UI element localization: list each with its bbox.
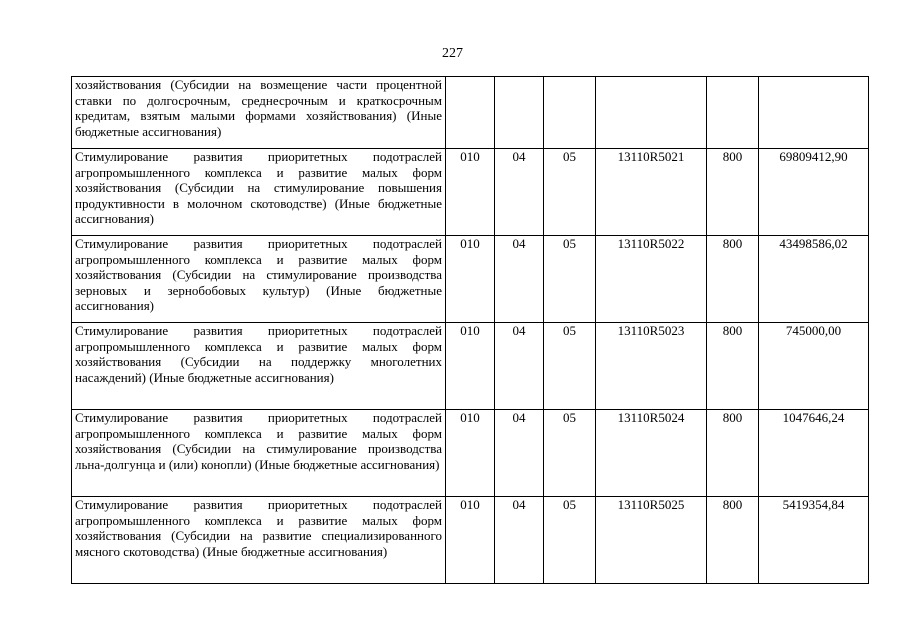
target-article-code: 13110R5023 <box>596 323 707 410</box>
amount-value: 5419354,84 <box>759 497 869 584</box>
ministry-code: 010 <box>446 410 495 497</box>
section-code <box>495 77 544 149</box>
target-article-code: 13110R5024 <box>596 410 707 497</box>
table-row <box>72 236 869 323</box>
row-description: хозяйствования (Субсидии на возмещение части процентной ставки по долгосрочным, среднесрочным и краткосрочным кредитам, взятым малыми формами хозяйствования) (Иные бюджетные ассигнования) <box>72 77 446 149</box>
ministry-code: 010 <box>446 149 495 236</box>
section-code: 04 <box>495 323 544 410</box>
row-description: Стимулирование развития приоритетных подотраслей агропромышленного комплекса и развитие малых форм хозяйствования (Субсидии на поддержку многолетних насаждений) (Иные бюджетные ассигнования) <box>72 323 446 410</box>
section-code: 04 <box>495 149 544 236</box>
expense-type-code: 800 <box>707 410 759 497</box>
subsection-code <box>544 77 596 149</box>
target-article-code: 13110R5021 <box>596 149 707 236</box>
target-article-code <box>596 77 707 149</box>
table-row <box>72 410 869 497</box>
section-code: 04 <box>495 497 544 584</box>
table-row <box>72 497 869 584</box>
amount-value: 43498586,02 <box>759 236 869 323</box>
expense-type-code: 800 <box>707 149 759 236</box>
expense-type-code: 800 <box>707 323 759 410</box>
row-description: Стимулирование развития приоритетных подотраслей агропромышленного комплекса и развитие малых форм хозяйствования (Субсидии на стимулирование повышения продуктивности в молочном скотоводстве) (Иные бюджетные ассигнования) <box>72 149 446 236</box>
ministry-code: 010 <box>446 236 495 323</box>
ministry-code: 010 <box>446 323 495 410</box>
row-description: Стимулирование развития приоритетных подотраслей агропромышленного комплекса и развитие малых форм хозяйствования (Субсидии на развитие специализированного мясного скотоводства) (Иные бюджетные ассигнования) <box>72 497 446 584</box>
section-code: 04 <box>495 236 544 323</box>
subsection-code: 05 <box>544 323 596 410</box>
page-number: 227 <box>442 46 463 61</box>
expense-type-code: 800 <box>707 497 759 584</box>
row-description: Стимулирование развития приоритетных подотраслей агропромышленного комплекса и развитие малых форм хозяйствования (Субсидии на стимулирование производства зерновых и зернобобовых культур) (Иные бюджетные ассигнования) <box>72 236 446 323</box>
subsection-code: 05 <box>544 149 596 236</box>
amount-value <box>759 77 869 149</box>
table-row <box>72 77 869 149</box>
subsection-code: 05 <box>544 236 596 323</box>
target-article-code: 13110R5022 <box>596 236 707 323</box>
ministry-code: 010 <box>446 497 495 584</box>
amount-value: 69809412,90 <box>759 149 869 236</box>
table-row <box>72 323 869 410</box>
row-description: Стимулирование развития приоритетных подотраслей агропромышленного комплекса и развитие малых форм хозяйствования (Субсидии на стимулирование производства льна-долгунца и (или) конопли) (Иные бюджетные ассигнования) <box>72 410 446 497</box>
amount-value: 745000,00 <box>759 323 869 410</box>
subsection-code: 05 <box>544 410 596 497</box>
budget-table <box>71 76 869 584</box>
amount-value: 1047646,24 <box>759 410 869 497</box>
expense-type-code: 800 <box>707 236 759 323</box>
section-code: 04 <box>495 410 544 497</box>
subsection-code: 05 <box>544 497 596 584</box>
ministry-code <box>446 77 495 149</box>
target-article-code: 13110R5025 <box>596 497 707 584</box>
table-row <box>72 149 869 236</box>
expense-type-code <box>707 77 759 149</box>
